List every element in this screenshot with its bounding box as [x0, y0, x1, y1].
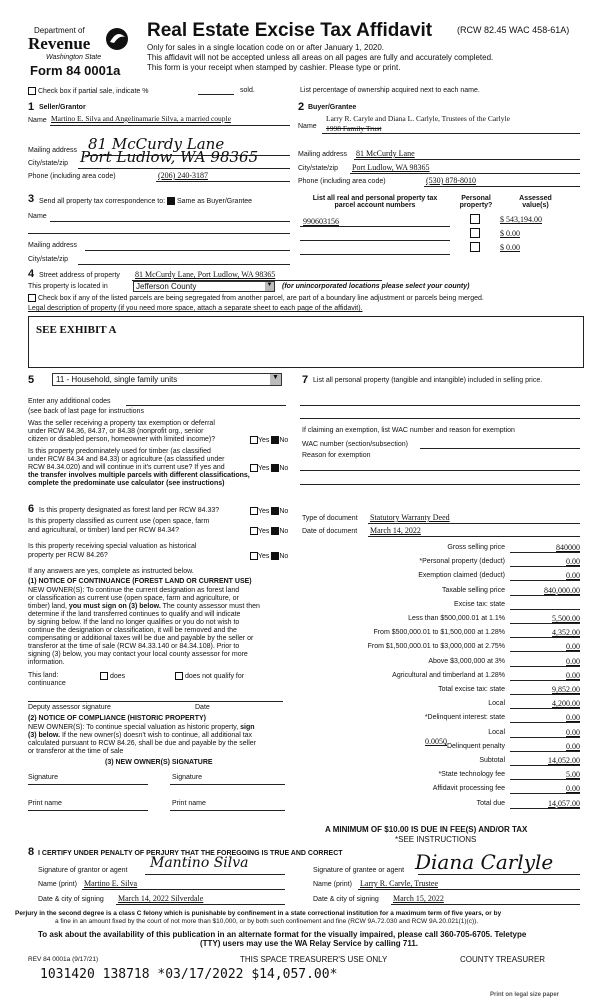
forest-yes-checkbox[interactable] — [250, 507, 258, 515]
exemption-claim-label: If claiming an exemption, list WAC number and reason for exemption — [302, 427, 515, 434]
exemption-yes-checkbox[interactable] — [250, 436, 258, 444]
tax-row-value[interactable]: 0.00 — [566, 571, 580, 581]
seller-name-field[interactable]: Martino E. Silva and Angelinamarie Silva, a married couple — [51, 114, 231, 123]
notice-compliance-heading: (2) NOTICE OF COMPLIANCE (HISTORIC PROPERTY) — [28, 715, 206, 722]
see-instructions-note: *SEE INSTRUCTIONS — [395, 835, 477, 844]
chevron-down-icon: ▼ — [270, 374, 281, 385]
page-title: Real Estate Excise Tax Affidavit — [147, 20, 433, 41]
buyer-name-field-1[interactable]: Larry R. Caryle and Diana L. Carlyle, Trustees of the Carlyle — [326, 114, 510, 123]
notice1-line: transferor at the time of sale (RCW 84.33.140 or 84.34.108). Prior to — [28, 643, 240, 650]
this-land-label: This land: — [28, 672, 59, 679]
exemption-question-3: citizen or disabled person, homeowner with limited income)? — [28, 436, 216, 443]
tax-row-label: Total excise tax: state — [438, 686, 505, 693]
section-3-text: Send all property tax correspondence to: Same as Buyer/Grantee — [39, 197, 253, 205]
perjury-note-2: a fine in an amount fixed by the court of not more than $10,000, or by both such confinement and fine (RCW 9A.72.030 and RCW 9A.20.021(1)(c)). — [55, 918, 479, 925]
cashier-receipt-stamp: 1031420 138718 *03/17/2022 $14,057.00* — [40, 967, 338, 982]
tax-row-label: From $1,500,000.01 to $3,000,000 at 2.75% — [367, 643, 505, 651]
local-rate: 0.0050 — [425, 737, 447, 746]
state-label: Washington State — [46, 54, 102, 61]
revision-label: REV 84 0001a (9/17/21) — [28, 956, 99, 963]
tax-row-value[interactable]: 4,352.00 — [552, 628, 580, 638]
tax-row-label: Local — [488, 728, 505, 736]
seller-phone-label: Phone (including area code) — [28, 173, 116, 180]
tax-row-value[interactable]: 0.00 — [566, 784, 580, 794]
grantor-date-field[interactable]: March 14, 2022 Silverdale — [118, 894, 204, 903]
tax-row-underline — [510, 779, 580, 780]
legal-description-text: SEE EXHIBIT A — [36, 324, 117, 336]
rcw-reference: (RCW 82.45 WAC 458-61A) — [457, 25, 570, 35]
tax-row-underline — [510, 637, 580, 638]
section-1-number: 1 — [28, 101, 35, 113]
tax-row-underline — [510, 793, 580, 794]
tax-row-underline — [510, 595, 580, 596]
tax-row-value[interactable]: 0.00 — [566, 670, 580, 680]
does-checkbox[interactable] — [100, 672, 108, 680]
tax-row-label: Subtotal — [479, 757, 505, 764]
notice2-line: or transferor at the time of sale — [28, 748, 124, 755]
tax-row-label: Affidavit processing fee — [432, 785, 505, 793]
section-2-number: 2 — [298, 101, 305, 113]
dor-logo-icon — [105, 27, 129, 53]
buyer-name-label: Name — [298, 123, 317, 130]
tax-row-value[interactable]: 5.00 — [566, 770, 580, 780]
does-not-checkbox[interactable] — [175, 672, 183, 680]
sold-label: sold. — [240, 87, 255, 94]
notice1-line: signing (3) below, you may contact your local county assessor for more — [28, 651, 248, 658]
tax-row-label: Exemption claimed (deduct) — [418, 572, 505, 580]
tax-row-value[interactable]: 0.00 — [566, 557, 580, 567]
legal-desc-label: Legal description of property (if you need more space, attach a separate sheet to each page of the affidavit). — [28, 305, 363, 312]
notice2-line: calculated pursuant to RCW 84.26, shall be due and payable by the seller — [28, 740, 257, 747]
current-use-yesno: Yes No — [250, 527, 288, 535]
notice2-line: NEW OWNER(S): To continue special valuation as historic property, sign — [28, 724, 255, 731]
tax-row-label: Above $3,000,000 at 3% — [428, 657, 505, 665]
assessed-value-2[interactable]: $ 0.00 — [500, 229, 520, 238]
tax-row-value[interactable]: 840000 — [556, 543, 580, 552]
section-7-number: 7 — [302, 374, 309, 386]
tax-row-label: Gross selling price — [447, 544, 505, 551]
notice1-line: NEW OWNER(S): To continue the current designation as forest land — [28, 587, 240, 594]
tax-row-value[interactable]: 0.00 — [566, 741, 580, 751]
tax-row-label: Total due — [476, 799, 505, 807]
tax-row-value[interactable]: 840,000.00 — [544, 585, 580, 595]
notice1-line: by signing below. If the land no longer qualifies or you do not wish to — [28, 619, 240, 626]
owner-signature-label-2: Signature — [172, 774, 202, 781]
personal-checkbox-1[interactable] — [470, 214, 480, 224]
new-owner-signature-heading: (3) NEW OWNER(S) SIGNATURE — [105, 759, 213, 766]
located-label: This property is located in — [28, 283, 108, 290]
exemption-yesno: Yes No — [250, 436, 288, 444]
does-option: does — [100, 672, 125, 680]
continuance-label: continuance — [28, 680, 66, 687]
grantor-name-field[interactable]: Martino E. Silva — [84, 879, 138, 888]
tax-row-underline — [510, 751, 580, 752]
assessed-value-3[interactable]: $ 0.00 — [500, 243, 520, 252]
tax-row-label: Taxable selling price — [441, 586, 505, 594]
tax-row-label: *Delinquent interest: state — [424, 714, 505, 722]
current-use-yes-checkbox[interactable] — [250, 527, 258, 535]
owner-signature-label-1: Signature — [28, 774, 58, 781]
s3-mail-label: Mailing address — [28, 242, 78, 249]
ownership-note: List percentage of ownership acquired next to each name. — [300, 87, 480, 94]
additional-codes-label: Enter any additional codes — [28, 398, 111, 405]
owner-print-label-2: Print name — [172, 800, 206, 807]
tax-row-label: *Personal property (deduct) — [419, 558, 505, 566]
tax-row-value[interactable]: 0.00 — [566, 656, 580, 666]
seller-phone-field[interactable]: (206) 240-3187 — [158, 171, 208, 180]
tax-row-label: From $500,000.01 to $1,500,000 at 1.28% — [373, 629, 505, 637]
historic-question-1: Is this property receiving special valuation as historical — [28, 543, 197, 550]
unincorporated-note: (for unincorporated locations please select your county) — [282, 283, 470, 290]
buyer-mail-label: Mailing address — [298, 151, 348, 158]
if-yes-note: If any answers are yes, complete as instructed below. — [28, 568, 194, 575]
buyer-heading: Buyer/Grantee — [308, 104, 357, 111]
tax-row-value[interactable]: 5,500.00 — [552, 614, 580, 623]
buyer-city-label: City/state/zip — [298, 165, 339, 172]
timber-yes-checkbox[interactable] — [250, 464, 258, 472]
header-line-2: This affidavit will not be accepted unless all areas on all pages are fully and accurately completed. — [147, 53, 494, 62]
wac-number-label: WAC number (section/subsection) — [302, 441, 408, 448]
tax-row-underline — [510, 666, 580, 667]
grantee-signature-label: Signature of grantee or agent — [313, 867, 405, 874]
grantee-date-label: Date & city of signing — [313, 896, 379, 903]
timber-yesno: Yes No — [250, 464, 288, 472]
chevron-down-icon: ▼ — [265, 282, 274, 291]
doc-type-field[interactable]: Statutory Warranty Deed — [370, 513, 450, 522]
current-use-question-2: and agricultural, or timber) land per RCW 84.34? — [28, 527, 179, 534]
grantor-signature[interactable]: Mantino Silva — [150, 855, 249, 871]
buyer-mail-field[interactable]: 81 McCurdy Lane — [356, 149, 415, 158]
assessed-col-header: Assessed value(s) — [519, 195, 552, 209]
tax-row-value[interactable]: 14,052.00 — [548, 756, 580, 765]
tax-row-label: Excise tax: state — [454, 600, 505, 608]
forest-yesno: Yes No — [250, 507, 288, 515]
buyer-phone-field[interactable]: (530) 878-8010 — [426, 176, 476, 185]
tax-row-underline — [510, 651, 580, 652]
grantee-name-field[interactable]: Larry R. Carvle, Trustee — [360, 879, 438, 888]
partial-sale-row: Check box if partial sale, indicate % — [28, 87, 148, 95]
section-5-number: 5 — [28, 374, 35, 386]
timber-question-2: under RCW 84.34 and 84.33) or agriculture (as classified under — [28, 456, 225, 463]
minimum-due-note: A MINIMUM OF $10.00 IS DUE IN FEE(S) AND/OR TAX — [325, 825, 528, 834]
forest-question: Is this property designated as forest land per RCW 84.33? — [39, 507, 220, 514]
print-paper-note: Print on legal size paper — [490, 992, 560, 998]
tax-row-underline — [510, 680, 580, 681]
personal-checkbox-2[interactable] — [470, 228, 480, 238]
seller-mail-label: Mailing address — [28, 147, 78, 154]
notice1-line: compensating or additional taxes will be due and payable by the seller or — [28, 635, 254, 642]
notice1-line: continue the designation or classification, it will be removed and the — [28, 627, 237, 634]
revenue-logo-text: Revenue — [28, 34, 91, 53]
legal-description-box[interactable] — [28, 316, 584, 368]
tax-row-value[interactable]: 14,057.00 — [548, 798, 580, 808]
tax-row-underline — [510, 808, 580, 809]
county-treasurer-label: COUNTY TREASURER — [460, 955, 546, 964]
dept-label: Department of — [34, 26, 85, 35]
segregated-checkbox[interactable] — [28, 294, 36, 302]
doc-date-field[interactable]: March 14, 2022 — [370, 526, 421, 535]
notice2-line: (3) below. If the new owner(s) doesn't wish to continue, all additional tax — [28, 732, 253, 739]
grantor-date-label: Date & city of signing — [38, 896, 104, 903]
notice-continuance-heading: (1) NOTICE OF CONTINUANCE (FOREST LAND OR CURRENT USE) — [28, 578, 252, 585]
tax-row-label: *State technology fee — [438, 771, 505, 779]
doc-type-label: Type of document — [302, 515, 358, 522]
buyer-name-field-2[interactable]: 1998 Family Trust — [326, 124, 382, 133]
perjury-note-1: Perjury in the second degree is a class C felony which is punishable by confinement in a state correctional institution for a maximum term of five years, or by — [15, 910, 502, 917]
tax-row-value[interactable]: 4,200.00 — [552, 699, 580, 709]
street-field[interactable]: 81 McCurdy Lane, Port Ludlow, WA 98365 — [135, 270, 276, 279]
exemption-question-1: Was the seller receiving a property tax exemption or deferral — [28, 420, 215, 427]
exemption-question-2: under RCW 84.36, 84.37, or 84.38 (nonprofit org., senior — [28, 428, 204, 435]
tax-row-underline — [510, 737, 580, 738]
seller-city-field[interactable]: Port Ludlow, WA 98365 — [80, 148, 259, 166]
tax-row-label: Less than $500,000.01 at 1.1% — [408, 615, 505, 622]
tax-row-value[interactable]: 0.00 — [566, 727, 580, 737]
tax-row-label: Agricultural and timberland at 1.28% — [392, 671, 505, 679]
tax-row-value[interactable]: 0.00 — [566, 642, 580, 652]
doc-date-label: Date of document — [302, 528, 358, 535]
form-number: Form 84 0001a — [30, 63, 121, 78]
tax-row-underline — [510, 694, 580, 695]
seller-heading: Seller/Grantor — [39, 104, 86, 111]
historic-yesno: Yes No — [250, 552, 288, 560]
seller-city-label: City/state/zip — [28, 160, 69, 167]
tax-row-underline — [510, 552, 580, 553]
historic-yes-checkbox[interactable] — [250, 552, 258, 560]
seller-name-label: Name — [28, 117, 47, 124]
deputy-signature-label: Deputy assessor signature — [28, 704, 111, 711]
s3-name-label: Name — [28, 213, 47, 220]
notice1-line: information. — [28, 659, 65, 666]
section-3-number: 3 — [28, 193, 35, 205]
s3-city-label: City/state/zip — [28, 256, 69, 263]
section-4-number: 4 — [28, 268, 35, 280]
tax-row-value[interactable]: 9,852.00 — [552, 685, 580, 694]
grantee-name-label: Name (print) — [313, 881, 352, 888]
street-label: Street address of property — [39, 272, 120, 279]
tax-row-underline — [510, 580, 580, 581]
accessibility-note-1: To ask about the availability of this publication in an alternate format for the visually impaired, please call 360-705-6705. Teletype — [38, 930, 527, 939]
tax-row-underline — [510, 623, 580, 624]
grantor-signature-label: Signature of grantor or agent — [38, 867, 128, 874]
tax-row-underline — [510, 566, 580, 567]
section-6-number: 6 — [28, 503, 35, 515]
header-line-1: Only for sales in a single location code on or after January 1, 2020. — [147, 43, 385, 52]
grantee-date-field[interactable]: March 15, 2022 — [393, 894, 444, 903]
county-select[interactable]: Jefferson County ▼ — [133, 281, 275, 292]
tax-row-underline — [510, 708, 580, 709]
timber-question-5: complete the predominate use calculator (see instructions) — [28, 480, 225, 487]
tax-row-label: Local — [488, 700, 505, 708]
use-code-select[interactable]: 11 - Household, single family units ▼ — [52, 373, 282, 386]
timber-question-3: RCW 84.34.020) and will continue in it's current use? If yes and — [28, 464, 225, 471]
same-as-buyer-checkbox[interactable] — [167, 197, 175, 205]
timber-question-4: the transfer involves multiple parcels with different classifications, — [28, 472, 250, 479]
tax-row-underline — [510, 609, 580, 610]
grantee-signature[interactable]: Diana Carlyle — [415, 850, 554, 874]
header-line-3: This form is your receipt when stamped by cashier. Please type or print. — [147, 63, 401, 72]
partial-sale-checkbox[interactable] — [28, 87, 36, 95]
tax-row-underline — [510, 722, 580, 723]
historic-question-2: property per RCW 84.26? — [28, 552, 108, 559]
deputy-date-label: Date — [195, 704, 210, 711]
grantor-name-label: Name (print) — [38, 881, 77, 888]
segregated-row: Check box if any of the listed parcels are being segregated from another parcel, are part of a boundary line adjustment or parcels being merged. — [28, 294, 484, 302]
current-use-question-1: Is this property classified as current use (open space, farm — [28, 518, 210, 525]
accessibility-note-2: (TTY) users may use the WA Relay Service by calling 711. — [200, 939, 419, 948]
notice1-line: determine if the land transferred continues to qualify and will indicate — [28, 611, 241, 618]
buyer-phone-label: Phone (including area code) — [298, 178, 386, 185]
buyer-city-field[interactable]: Port Ludlow, WA 98365 — [352, 163, 430, 172]
seller-mail-field[interactable]: 81 McCurdy Lane — [88, 135, 225, 153]
parcel-col-header: List all real and personal property tax parcel account numbers — [312, 195, 438, 209]
see-back-label: (see back of last page for instructions — [28, 408, 144, 415]
certify-statement: I CERTIFY UNDER PENALTY OF PERJURY THAT THE FOREGOING IS TRUE AND CORRECT — [38, 850, 343, 857]
personal-col-header: Personal property? — [459, 195, 493, 209]
assessed-value-1[interactable]: $ 543,194.00 — [500, 215, 542, 224]
notice1-line: or classification as current use (open space, farm and agriculture, or — [28, 595, 239, 602]
personal-property-label: List all personal property (tangible and intangible) included in selling price. — [313, 377, 543, 384]
tax-row-underline — [510, 765, 580, 766]
personal-checkbox-3[interactable] — [470, 242, 480, 252]
parcel-number-1[interactable]: 990603156 — [303, 217, 339, 226]
tax-row-value[interactable]: 0.00 — [566, 713, 580, 723]
timber-question-1: Is this property predominately used for timber (as classified — [28, 448, 211, 455]
section-8-number: 8 — [28, 846, 35, 858]
does-not-option: does not qualify for — [175, 672, 244, 680]
treasurer-use-label: THIS SPACE TREASURER'S USE ONLY — [240, 955, 388, 964]
tax-row-label: *Delinquent penalty — [444, 742, 505, 750]
reason-label: Reason for exemption — [302, 452, 371, 459]
notice1-line: timber) land, you must sign on (3) below. The county assessor must then — [28, 603, 260, 610]
owner-print-label-1: Print name — [28, 800, 62, 807]
